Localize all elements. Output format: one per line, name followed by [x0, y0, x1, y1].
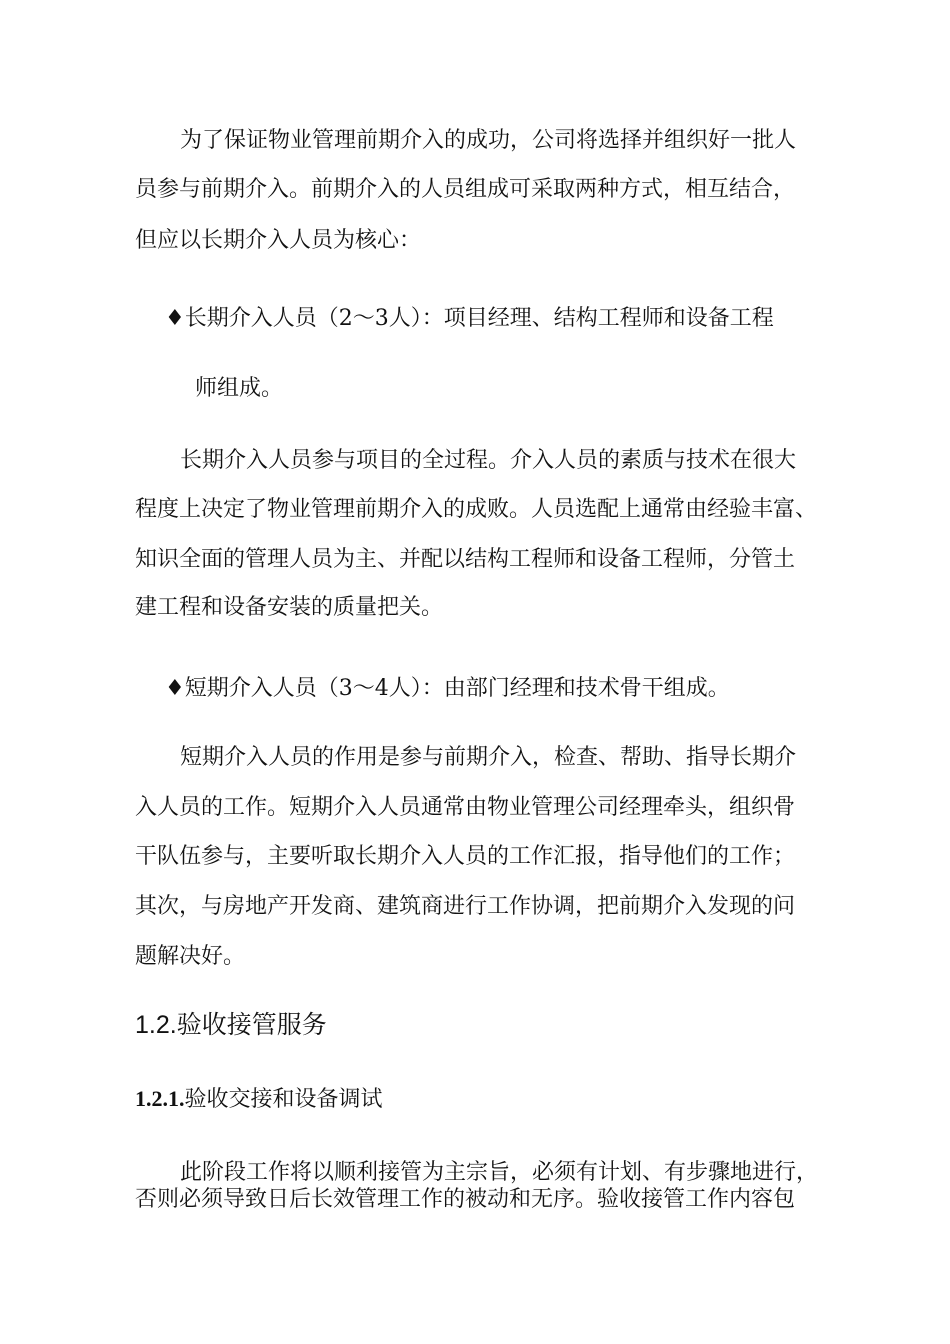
- paragraph-line: 员参与前期介入。前期介入的人员组成可采取两种方式，相互结合，: [135, 177, 796, 202]
- subsection-heading: [135, 1086, 825, 1116]
- subsection-title: 验收交接和设备调试: [184, 1087, 383, 1112]
- paragraph-line: 建工程和设备安装的质量把关。: [135, 595, 444, 620]
- paragraph-line: 此阶段工作将以顺利接管为主宗旨，必须有计划、有步骤地进行，: [180, 1160, 819, 1185]
- paragraph-line: 为了保证物业管理前期介入的成功，公司将选择并组织好一批人: [180, 128, 797, 153]
- short-term-paragraph: [135, 745, 825, 975]
- paragraph-line: 其次，与房地产开发商、建筑商进行工作协调，把前期介入发现的问: [135, 894, 796, 919]
- paragraph-line: 但应以长期介入人员为核心：: [135, 228, 422, 253]
- bullet-line: ♦短期介入人员（3〜4人）：由部门经理和技术骨干组成。: [165, 676, 730, 701]
- bullet-line: ♦长期介入人员（2〜3人）：项目经理、结构工程师和设备工程: [165, 306, 774, 331]
- bullet-line: 师组成。: [195, 376, 284, 401]
- section-heading: [135, 1010, 825, 1044]
- subsection-number: 1.2.1.: [135, 1086, 185, 1111]
- paragraph-line: 否则必须导致日后长效管理工作的被动和无序。验收接管工作内容包: [135, 1187, 796, 1212]
- bullet-long-term: [135, 306, 825, 406]
- paragraph-line: 题解决好。: [135, 944, 246, 969]
- subsection-heading-text: [135, 1086, 383, 1113]
- paragraph-line: 入人员的工作。短期介入人员通常由物业管理公司经理牵头，组织骨: [135, 795, 796, 820]
- paragraph-line: 长期介入人员参与项目的全过程。介入人员的素质与技术在很大: [180, 448, 797, 473]
- bullet-short-term: [135, 676, 825, 706]
- acceptance-paragraph: [135, 1160, 825, 1220]
- paragraph-line: 短期介入人员的作用是参与前期介入，检查、帮助、指导长期介: [180, 745, 797, 770]
- paragraph-line: 程度上决定了物业管理前期介入的成败。人员选配上通常由经验丰富、: [135, 497, 818, 522]
- section-heading-text: 1.2.验收接管服务: [135, 1011, 327, 1039]
- intro-paragraph: [135, 128, 825, 258]
- paragraph-line: 干队伍参与，主要听取长期介入人员的工作汇报，指导他们的工作；: [135, 844, 796, 869]
- long-term-paragraph: [135, 448, 825, 628]
- paragraph-line: 知识全面的管理人员为主、并配以结构工程师和设备工程师，分管土: [135, 547, 796, 572]
